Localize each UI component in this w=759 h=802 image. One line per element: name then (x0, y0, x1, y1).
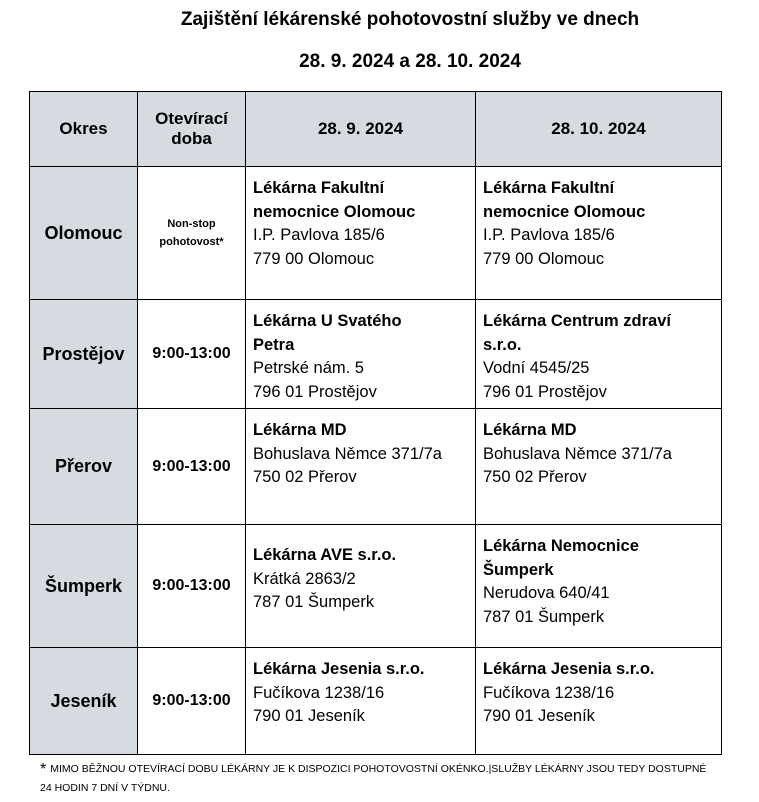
pharmacy-cell-date2 (476, 409, 722, 525)
header-okres: Okres (30, 92, 138, 167)
pharmacy-name: Lékárna MD (483, 421, 577, 439)
okres-cell: Přerov (30, 409, 138, 525)
pharmacy-city: 796 01 Prostějov (253, 382, 377, 401)
pharmacy-street: Petrské nám. 5 (253, 359, 364, 377)
pharmacy-street: Vodní 4545/25 (483, 359, 590, 377)
pharmacy-street: Bohuslava Němce 371/7a (253, 444, 442, 463)
pharmacy-name: Lékárna Fakultní (483, 179, 615, 197)
hours-cell: 9:00-13:00 (138, 409, 246, 525)
header-hours-line1: Otevírací (155, 109, 228, 128)
hours-cell: 9:00-13:00 (138, 648, 246, 755)
okres-cell: Jeseník (30, 648, 138, 755)
footnote-asterisk: * (40, 761, 47, 778)
hours-line1: Non-stop (167, 218, 216, 230)
okres-cell: Šumperk (30, 525, 138, 648)
hours-cell (138, 167, 246, 300)
pharmacy-cell-date1 (246, 648, 476, 755)
pharmacy-city: 779 00 Olomouc (253, 249, 375, 268)
pharmacy-city: 750 02 Přerov (253, 468, 357, 486)
pharmacy-cell-date2 (476, 167, 722, 300)
title-line-2: 28. 9. 2024 a 28. 10. 2024 (299, 51, 521, 72)
pharmacy-street: Bohuslava Němce 371/7a (483, 444, 672, 463)
table-row (30, 300, 722, 409)
pharmacy-street: I.P. Pavlova 185/6 (253, 226, 385, 244)
pharmacy-street: Fučíkova 1238/16 (483, 683, 615, 702)
pharmacy-cell-date2 (476, 525, 722, 648)
table-row (30, 525, 722, 648)
header-hours-line2: doba (171, 129, 212, 148)
pharmacy-name-cont: s.r.o. (483, 335, 522, 354)
pharmacy-street: Fučíkova 1238/16 (253, 683, 385, 702)
okres-cell: Prostějov (30, 300, 138, 409)
hours-cell: 9:00-13:00 (138, 525, 246, 648)
pharmacy-name: Lékárna MD (253, 421, 347, 439)
pharmacy-name: Lékárna Fakultní (253, 179, 385, 197)
title-line-1: Zajištění lékárenské pohotovostní služby ve dnech (180, 9, 640, 30)
footnote-text-1: MIMO BĚŽNOU OTEVÍRACÍ DOBU LÉKÁRNY JE K DISPOZICI POHOTOVOSTNÍ OKÉNKO.|SLUŽBY LÉKÁRNY JSOU TEDY DOSTUPNÉ (50, 763, 707, 775)
pharmacy-city: 787 01 Šumperk (483, 607, 605, 626)
pharmacy-city: 750 02 Přerov (483, 468, 587, 486)
pharmacy-name-cont: Petra (253, 335, 295, 354)
pharmacy-name-cont: Šumperk (483, 560, 554, 579)
pharmacy-city: 790 01 Jeseník (253, 707, 365, 725)
table-row (30, 167, 722, 300)
pharmacy-name: Lékárna Centrum zdraví (483, 312, 671, 330)
header-date-2: 28. 10. 2024 (476, 92, 722, 167)
header-date-1: 28. 9. 2024 (246, 92, 476, 167)
pharmacy-street: Nerudova 640/41 (483, 584, 610, 602)
pharmacy-street: Krátká 2863/2 (253, 569, 356, 588)
pharmacy-cell-date2 (476, 648, 722, 755)
okres-cell: Olomouc (30, 167, 138, 300)
pharmacy-city: 787 01 Šumperk (253, 593, 375, 611)
pharmacy-cell-date2 (476, 300, 722, 409)
pharmacy-cell-date1 (246, 167, 476, 300)
hours-line2: pohotovost* (159, 236, 224, 248)
pharmacy-name: Lékárna Jesenia s.r.o. (253, 660, 425, 678)
pharmacy-name: Lékárna Jesenia s.r.o. (483, 660, 655, 678)
footnote (40, 760, 755, 798)
pharmacy-city: 779 00 Olomouc (483, 249, 605, 268)
pharmacy-name: Lékárna U Svatého (253, 312, 402, 330)
footnote-line-2: 24 HODIN 7 DNÍ V TÝDNU. (40, 782, 170, 794)
table-row (30, 648, 722, 755)
pharmacy-cell-date1 (246, 300, 476, 409)
pharmacy-city: 796 01 Prostějov (483, 382, 607, 401)
pharmacy-name: Lékárna AVE s.r.o. (253, 546, 397, 564)
header-row (30, 92, 722, 167)
table-row (30, 409, 722, 525)
pharmacy-name: Lékárna Nemocnice (483, 537, 639, 555)
pharmacy-street: I.P. Pavlova 185/6 (483, 226, 615, 244)
hours-cell: 9:00-13:00 (138, 300, 246, 409)
header-hours (138, 92, 246, 167)
footnote-line-1 (40, 760, 755, 779)
pharmacy-name-cont: nemocnice Olomouc (483, 202, 646, 221)
pharmacy-cell-date1 (246, 409, 476, 525)
pharmacy-city: 790 01 Jeseník (483, 707, 595, 725)
pharmacy-schedule-table (29, 91, 722, 755)
pharmacy-cell-date1 (246, 525, 476, 648)
pharmacy-name-cont: nemocnice Olomouc (253, 202, 416, 221)
